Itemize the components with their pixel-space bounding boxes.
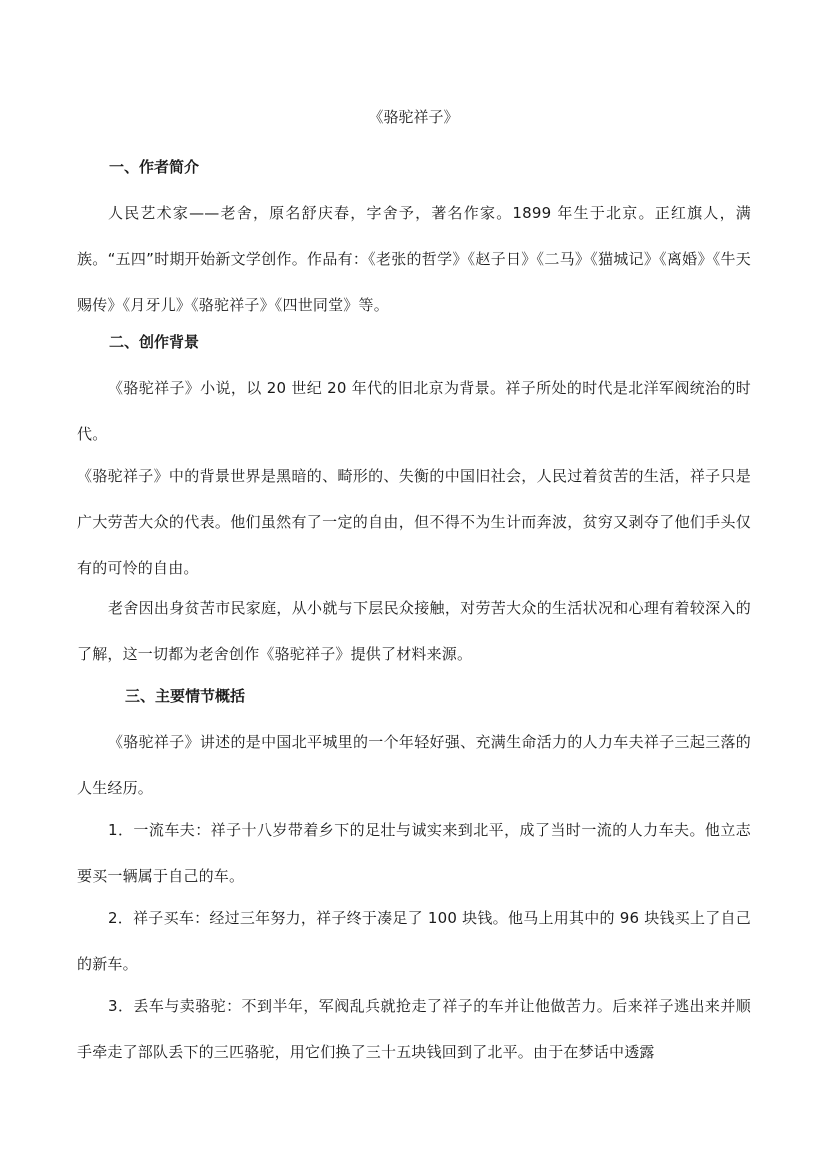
section-heading-background: 二、创作背景 <box>109 333 200 351</box>
section-heading-author: 一、作者简介 <box>109 158 200 176</box>
paragraph-background-1: 《骆驼祥子》小说，以 20 世纪 20 年代的旧北京为背景。祥子所处的时代是北洋军阀统治的时代。 <box>77 379 751 443</box>
paragraph-background-2: 《骆驼祥子》中的背景世界是黑暗的、畸形的、失衡的中国旧社会，人民过着贫苦的生活，祥子只是广大劳苦大众的代表。他们虽然有了一定的自由，但不得不为生计而奔波，贫穷又剥夺了他们手头仅有的可怜的自由。 <box>77 467 751 577</box>
section-heading-plot: 三、主要情节概括 <box>125 687 246 705</box>
paragraph-plot-summary: 《骆驼祥子》讲述的是中国北平城里的一个年轻好强、充满生命活力的人力车夫祥子三起三落的人生经历。 <box>77 733 751 797</box>
paragraph-plot-item-3: 3．丢车与卖骆驼：不到半年，军阀乱兵就抢走了祥子的车并让他做苦力。后来祥子逃出来并顺手牵走了部队丢下的三匹骆驼，用它们换了三十五块钱回到了北平。由于在梦话中透露 <box>77 997 751 1061</box>
paragraph-plot-item-2: 2．祥子买车：经过三年努力，祥子终于凑足了 100 块钱。他马上用其中的 96 块钱买上了自己的新车。 <box>77 909 751 973</box>
paragraph-background-3: 老舍因出身贫苦市民家庭，从小就与下层民众接触，对劳苦大众的生活状况和心理有着较深入的了解，这一切都为老舍创作《骆驼祥子》提供了材料来源。 <box>77 599 751 663</box>
document-title: 《骆驼祥子》 <box>368 108 459 126</box>
paragraph-plot-item-1: 1．一流车夫：祥子十八岁带着乡下的足壮与诚实来到北平，成了当时一流的人力车夫。他立志要买一辆属于自己的车。 <box>77 821 751 885</box>
paragraph-author-intro: 人民艺术家——老舍，原名舒庆春，字舍予，著名作家。1899 年生于北京。正红旗人，满族。“五四”时期开始新文学创作。作品有：《老张的哲学》《赵子日》《二马》《猫城记》《离婚》《牛天赐传》《月牙儿》《骆驼祥子》《四世同堂》等。 <box>77 204 751 314</box>
